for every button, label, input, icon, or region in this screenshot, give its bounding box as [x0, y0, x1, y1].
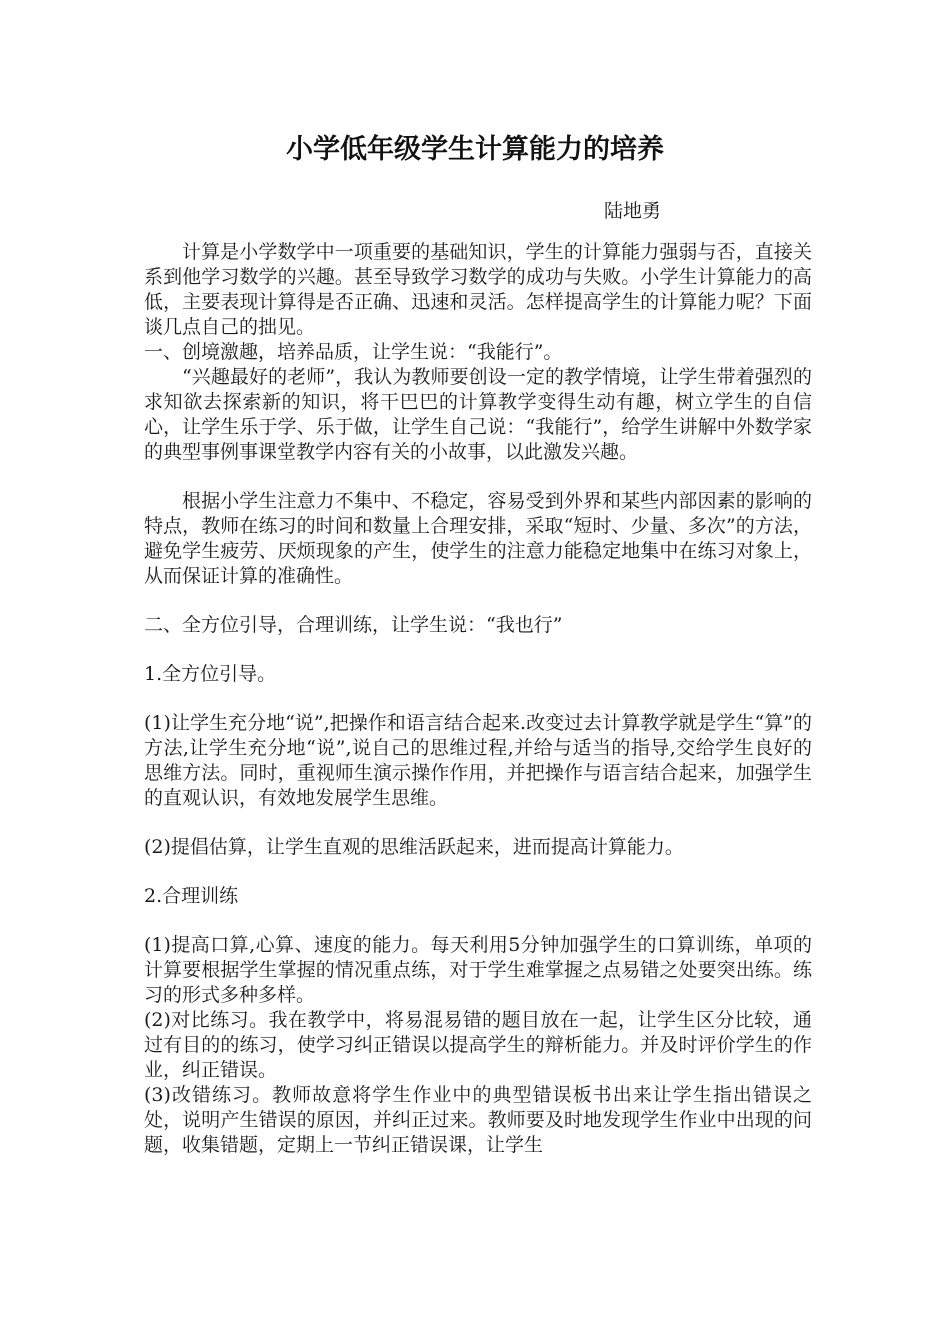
paragraph-interest: “兴趣最好的老师”，我认为教师要创设一定的教学情境，让学生带着强烈的求知欲去探索新的知识，将干巴巴的计算教学变得生动有趣，树立学生的自信心，让学生乐于学、乐于做，让学生自己说：“我能行”，给学生讲解中外数学家的典型事例事课堂教学内容有关的小故事，以此激发兴趣。 [144, 366, 812, 463]
paragraph-item-2-1: (1)提高口算,心算、速度的能力。每天利用5分钟加强学生的口算训练，单项的计算要根据学生掌握的情况重点练，对于学生难掌握之点易错之处要突出练。练习的形式多种多样。 [144, 934, 812, 1006]
subheading-training: 2.合理训练 [144, 885, 239, 907]
paragraph-item-1-1: (1)让学生充分地“说”,把操作和语言结合起来.改变过去计算教学就是学生“算”的方法,让学生充分地“说”,说自己的思维过程,并给与适当的指导,交给学生良好的思维方法。同时，重视师生演示操作作用，并把操作与语言结合起来，加强学生的直观认识，有效地发展学生思维。 [144, 712, 812, 809]
paragraph-item-2-2: (2)对比练习。我在教学中，将易混易错的题目放在一起，让学生区分比较，通过有目的的练习，使学习纠正错误以提高学生的辩析能力。并及时评价学生的作业，纠正错误。 [144, 1009, 812, 1081]
subheading-guidance: 1.全方位引导。 [144, 663, 277, 685]
document-author: 陆地勇 [604, 200, 662, 222]
paragraph-item-2-3: (3)改错练习。教师故意将学生作业中的典型错误板书出来让学生指出错误之处，说明产生错误的原因，并纠正过来。教师要及时地发现学生作业中出现的问题，收集错题，定期上一节纠正错误课，让学生 [144, 1084, 812, 1156]
section-heading-2: 二、全方位引导，合理训练，让学生说：“我也行” [144, 614, 563, 636]
document-body [144, 240, 812, 1158]
paragraph-intro: 计算是小学数学中一项重要的基础知识，学生的计算能力强弱与否，直接关系到他学习数学的兴趣。甚至导致学习数学的成功与失败。小学生计算能力的高低，主要表现计算得是否正确、迅速和灵活。怎样提高学生的计算能力呢？下面谈几点自己的拙见。 [144, 241, 812, 338]
section-heading-1: 一、创境激趣，培养品质，让学生说：“我能行”。 [144, 341, 563, 363]
document-title: 小学低年级学生计算能力的培养 [286, 134, 664, 165]
paragraph-attention: 根据小学生注意力不集中、不稳定，容易受到外界和某些内部因素的影响的特点，教师在练习的时间和数量上合理安排，采取“短时、少量、多次”的方法，避免学生疲劳、厌烦现象的产生，使学生的注意力能稳定地集中在练习对象上，从而保证计算的准确性。 [144, 490, 812, 587]
paragraph-item-1-2: (2)提倡估算，让学生直观的思维活跃起来，进而提高计算能力。 [144, 836, 684, 858]
